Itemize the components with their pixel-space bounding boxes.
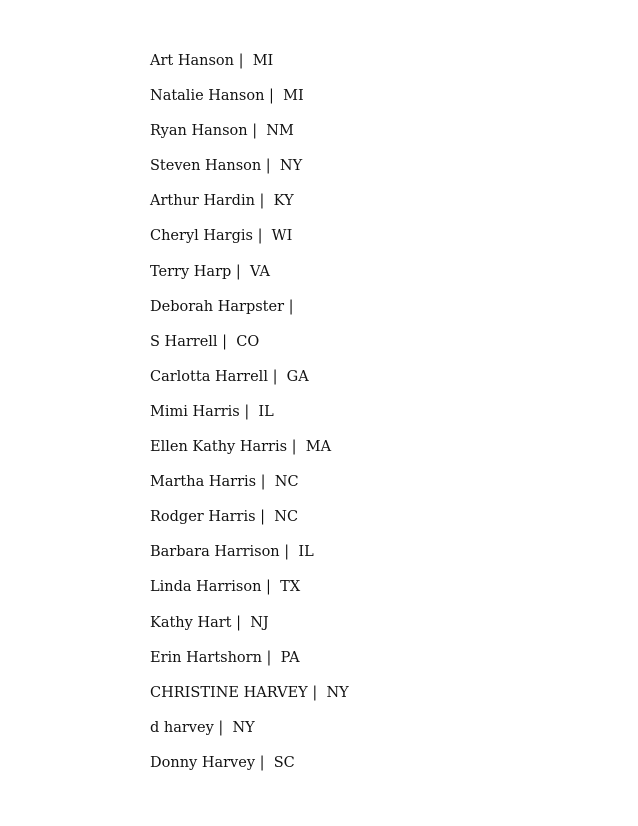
list-item: Natalie Hanson | MI bbox=[150, 88, 304, 105]
name-state-list bbox=[150, 52, 349, 789]
list-item: Martha Harris | NC bbox=[150, 474, 299, 491]
list-item: Ellen Kathy Harris | MA bbox=[150, 439, 332, 456]
list-item: Cheryl Hargis | WI bbox=[150, 228, 293, 245]
list-item: Terry Harp | VA bbox=[150, 263, 270, 280]
list-item: Art Hanson | MI bbox=[150, 53, 274, 69]
list-item: Mimi Harris | IL bbox=[150, 403, 274, 420]
list-item: Deborah Harpster | bbox=[150, 298, 294, 315]
list-item: Donny Harvey | SC bbox=[150, 754, 295, 771]
list-item: Linda Harrison | TX bbox=[150, 579, 301, 596]
list-item: Erin Hartshorn | PA bbox=[150, 649, 300, 666]
list-item: Ryan Hanson | NM bbox=[150, 123, 294, 140]
list-item: Barbara Harrison | IL bbox=[150, 544, 314, 561]
list-item: Steven Hanson | NY bbox=[150, 158, 303, 175]
list-item: d harvey | NY bbox=[150, 719, 255, 736]
list-item: CHRISTINE HARVEY | NY bbox=[150, 684, 349, 701]
list-item: S Harrell | CO bbox=[150, 333, 260, 350]
list-item: Kathy Hart | NJ bbox=[150, 614, 269, 631]
list-item: Rodger Harris | NC bbox=[150, 509, 299, 526]
list-item: Arthur Hardin | KY bbox=[150, 193, 294, 210]
list-item: Carlotta Harrell | GA bbox=[150, 368, 309, 385]
